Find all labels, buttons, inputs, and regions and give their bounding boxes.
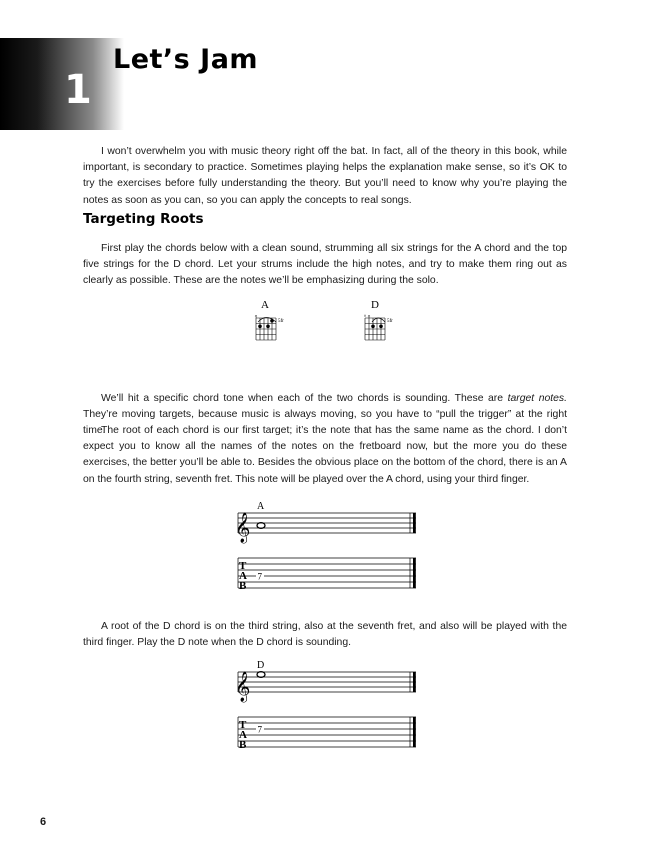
fret-label-a: 5fr — [278, 319, 284, 324]
tab-clef-a: A — [239, 570, 247, 582]
chapter-number-block — [0, 38, 124, 130]
finger-dot — [266, 325, 270, 329]
tab-clef-b: B — [239, 739, 247, 751]
whole-note — [257, 523, 265, 529]
treble-clef-icon: 𝄞 — [235, 513, 251, 542]
notation-d — [230, 657, 420, 753]
section-heading: Targeting Roots — [83, 211, 204, 227]
chapter-number: 1 — [64, 67, 92, 113]
target-notes-term: target notes. — [507, 393, 568, 404]
notation-chord-d: D — [257, 660, 265, 671]
treble-clef-icon: 𝄞 — [235, 672, 251, 701]
target-text-b: They’re moving targets, because music is always moving, so you have to “pull the trigger” at the right time. — [83, 409, 567, 437]
notation-a — [230, 498, 420, 594]
tab-clef-b: B — [239, 580, 247, 592]
root-a-paragraph: The root of each chord is our first target; it’s the note that has the same name as the chord. I don’t expect you to know all the names of the notes on the fretboard now, but the more you do these exercises, the better you’ll be able to. Besides the obvious place on the bottom of the chord, there is an A on the fourth string, seventh fret. This note will be played over the A chord, using your third finger. — [83, 425, 567, 485]
first-play-paragraph: First play the chords below with a clean sound, strumming all six strings for the A chord and the top five strings for the D chord. Let your strums include the high notes, and try to make them ring out as clearly as possible. These are the notes we’ll be emphasizing during the solo. — [83, 243, 567, 287]
page-number: 6 — [40, 816, 47, 828]
tab-fret-number: 7 — [257, 571, 262, 582]
string-mark-d-5: o — [367, 314, 371, 320]
tab-clef-a: A — [239, 729, 247, 741]
finger-dot — [379, 325, 383, 329]
notation-chord-a: A — [257, 501, 265, 512]
chapter-title: Let’s Jam — [113, 44, 259, 75]
chord-name-d: D — [371, 299, 379, 311]
finger-dot — [371, 325, 375, 329]
string-mark-d-6: × — [363, 314, 367, 320]
finger-dot — [270, 319, 274, 323]
fret-label-d: 5fr — [387, 319, 393, 324]
whole-note — [257, 672, 265, 678]
target-text-a: We’ll hit a specific chord tone when each of the two chords is sounding. These are — [101, 393, 508, 404]
tab-clef-t: T — [239, 719, 247, 731]
chord-diagram-a — [249, 298, 289, 344]
chord-name-a: A — [261, 299, 269, 311]
string-mark-a-6: o — [254, 314, 258, 320]
tab-clef-t: T — [239, 560, 247, 572]
finger-dot — [258, 325, 262, 329]
tab-fret-number: 7 — [257, 724, 262, 735]
intro-paragraph: I won’t overwhelm you with music theory right off the bat. In fact, all of the theory in this book, while important, is secondary to practice. Sometimes playing helps the explanation make sense, so it’s OK to try the exercises before fully understanding the theory. But you’ll need to know why you’re playing the notes as soon as you can, so you can apply the concepts to real songs. — [83, 146, 567, 206]
root-d-paragraph: A root of the D chord is on the third string, also at the seventh fret, and also will be played with the third finger. Play the D note when the D chord is sounding. — [83, 621, 567, 649]
chord-diagram-d — [358, 298, 398, 344]
